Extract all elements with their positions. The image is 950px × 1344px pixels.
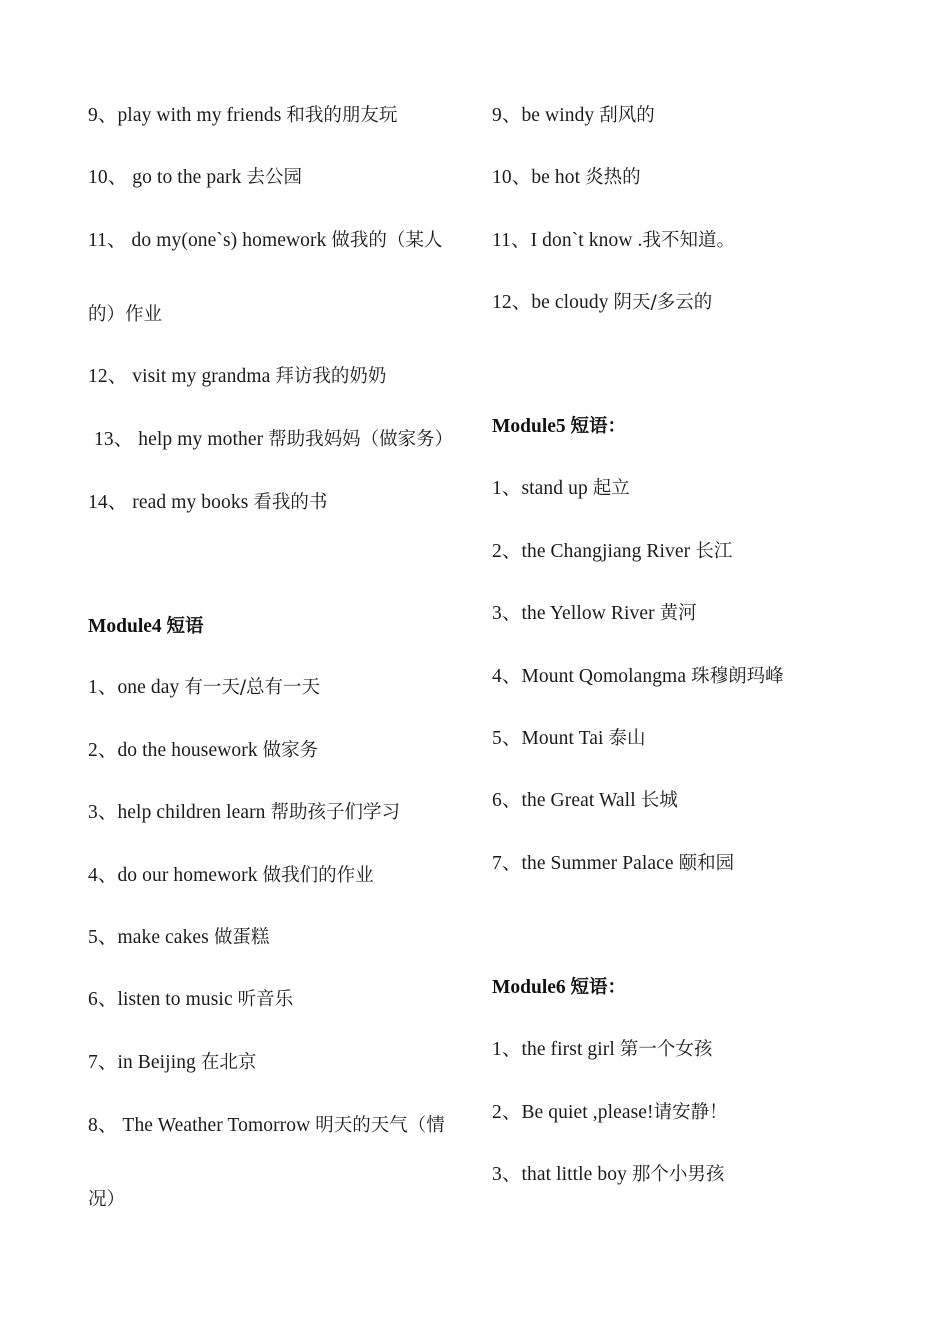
list-item bbox=[88, 367, 386, 387]
list-item bbox=[88, 231, 442, 251]
list-item bbox=[492, 1040, 712, 1060]
item-number: 7、 bbox=[492, 853, 522, 874]
list-item bbox=[88, 803, 400, 823]
list-item bbox=[492, 542, 732, 562]
item-chinese: 刮风的 bbox=[599, 105, 655, 126]
item-chinese: 颐和园 bbox=[678, 853, 735, 874]
item-english: go to the park bbox=[127, 167, 247, 188]
item-number: 9、 bbox=[492, 105, 522, 126]
item-chinese: 有一天/总有一天 bbox=[184, 677, 321, 698]
item-chinese: 做我的（某人 bbox=[331, 230, 443, 251]
item-number: 3、 bbox=[88, 802, 118, 823]
item-english: in Beijing bbox=[117, 1052, 201, 1073]
item-english: play with my friends bbox=[117, 105, 287, 126]
item-number: 3、 bbox=[492, 1164, 522, 1185]
item-english: Be quiet ,please! bbox=[521, 1102, 654, 1123]
list-item bbox=[492, 479, 630, 499]
item-chinese: 况） bbox=[88, 1189, 126, 1210]
module6-heading-english: Module6 bbox=[492, 977, 571, 998]
item-number: 2、 bbox=[88, 740, 118, 761]
item-number: 4、 bbox=[492, 666, 522, 687]
item-chinese: 珠穆朗玛峰 bbox=[691, 666, 784, 687]
item-english: the first girl bbox=[521, 1039, 620, 1060]
item-english: do our homework bbox=[117, 865, 263, 886]
list-item bbox=[492, 168, 641, 188]
item-chinese: 做家务 bbox=[262, 740, 319, 761]
item-number: 12、 bbox=[88, 366, 128, 387]
list-item bbox=[88, 741, 318, 761]
item-chinese: 我不知道。 bbox=[642, 230, 735, 251]
item-number: 1、 bbox=[88, 677, 118, 698]
list-item bbox=[88, 1053, 256, 1073]
item-chinese: 看我的书 bbox=[253, 492, 328, 513]
item-chinese: 在北京 bbox=[200, 1052, 257, 1073]
item-chinese: 去公园 bbox=[246, 167, 302, 188]
item-chinese: 泰山 bbox=[608, 728, 646, 749]
item-english: the Yellow River bbox=[521, 603, 660, 624]
item-chinese: 做我们的作业 bbox=[262, 865, 374, 886]
item-number: 9、 bbox=[88, 105, 118, 126]
module4-heading-english: Module4 bbox=[88, 616, 167, 637]
item-english: listen to music bbox=[117, 989, 238, 1010]
item-english: I don`t know . bbox=[530, 230, 643, 251]
item-number: 6、 bbox=[88, 989, 118, 1010]
item-number: 1、 bbox=[492, 1039, 522, 1060]
list-item bbox=[88, 493, 327, 513]
item-chinese: 做蛋糕 bbox=[213, 927, 270, 948]
list-item bbox=[88, 990, 293, 1010]
item-english: visit my grandma bbox=[127, 366, 276, 387]
item-chinese: 听音乐 bbox=[237, 989, 294, 1010]
item-chinese: 帮助我妈妈（做家务） bbox=[268, 429, 454, 450]
item-number: 11、 bbox=[88, 230, 127, 251]
module5-heading-english: Module5 bbox=[492, 416, 571, 437]
item-english: stand up bbox=[521, 478, 593, 499]
item-chinese: 明天的天气（情 bbox=[315, 1115, 445, 1136]
item-english: help children learn bbox=[117, 802, 271, 823]
item-chinese: 起立 bbox=[592, 478, 630, 499]
item-number: 4、 bbox=[88, 865, 118, 886]
item-english: be cloudy bbox=[531, 292, 614, 313]
item-english: one day bbox=[117, 677, 185, 698]
item-english: do the housework bbox=[117, 740, 263, 761]
list-item bbox=[492, 729, 646, 749]
item-number: 5、 bbox=[88, 927, 118, 948]
list-item bbox=[492, 1165, 724, 1185]
item-english: The Weather Tomorrow bbox=[117, 1115, 316, 1136]
item-number: 2、 bbox=[492, 1102, 522, 1123]
item-number: 3、 bbox=[492, 603, 522, 624]
module5-heading-chinese: 短语： bbox=[570, 416, 627, 437]
item-chinese: 那个小男孩 bbox=[631, 1164, 725, 1185]
item-number: 5、 bbox=[492, 728, 522, 749]
list-item bbox=[88, 678, 320, 698]
list-item bbox=[492, 854, 734, 874]
item-english: read my books bbox=[127, 492, 254, 513]
item-chinese: 的）作业 bbox=[88, 304, 163, 325]
item-english: the Great Wall bbox=[521, 790, 641, 811]
item-chinese: 和我的朋友玩 bbox=[286, 105, 398, 126]
module6-heading-chinese: 短语： bbox=[570, 977, 627, 998]
list-item bbox=[492, 1103, 728, 1123]
item-chinese: 请安静！ bbox=[653, 1102, 728, 1123]
item-english: be hot bbox=[531, 167, 586, 188]
item-number: 6、 bbox=[492, 790, 522, 811]
item-english: help my mother bbox=[133, 429, 269, 450]
item-number: 1、 bbox=[492, 478, 522, 499]
list-item bbox=[88, 106, 397, 126]
item-chinese: 长城 bbox=[640, 790, 678, 811]
list-item bbox=[492, 604, 697, 624]
item-chinese: 炎热的 bbox=[585, 167, 641, 188]
item-chinese: 第一个女孩 bbox=[619, 1039, 713, 1060]
item-chinese: 黄河 bbox=[659, 603, 697, 624]
item-english: the Changjiang River bbox=[521, 541, 696, 562]
list-item bbox=[492, 667, 784, 687]
item-chinese: 长江 bbox=[695, 541, 733, 562]
item-number: 14、 bbox=[88, 492, 128, 513]
item-chinese: 阴天/多云的 bbox=[613, 292, 713, 313]
item-number: 7、 bbox=[88, 1052, 118, 1073]
list-item bbox=[492, 293, 712, 313]
list-item bbox=[88, 928, 269, 948]
list-item bbox=[88, 168, 302, 188]
list-item bbox=[492, 791, 678, 811]
list-item bbox=[88, 430, 453, 450]
item-english: make cakes bbox=[117, 927, 214, 948]
list-item-wrapped-line bbox=[88, 1190, 125, 1210]
item-number: 13、 bbox=[94, 429, 134, 450]
list-item bbox=[88, 1116, 445, 1136]
module4-heading bbox=[88, 617, 204, 637]
list-item bbox=[492, 231, 735, 251]
item-number: 2、 bbox=[492, 541, 522, 562]
module6-heading bbox=[492, 978, 626, 998]
item-number: 10、 bbox=[88, 167, 128, 188]
item-english: the Summer Palace bbox=[521, 853, 679, 874]
item-english: do my(one`s) homework bbox=[126, 230, 332, 251]
module4-heading-chinese: 短语 bbox=[166, 616, 204, 637]
item-english: Mount Qomolangma bbox=[521, 666, 692, 687]
item-chinese: 帮助孩子们学习 bbox=[270, 802, 401, 823]
module5-heading bbox=[492, 417, 626, 437]
list-item bbox=[88, 866, 374, 886]
item-english: Mount Tai bbox=[521, 728, 609, 749]
item-number: 11、 bbox=[492, 230, 531, 251]
item-number: 8、 bbox=[88, 1115, 118, 1136]
list-item bbox=[492, 106, 655, 126]
item-english: be windy bbox=[521, 105, 600, 126]
item-number: 10、 bbox=[492, 167, 532, 188]
item-number: 12、 bbox=[492, 292, 532, 313]
list-item-wrapped-line bbox=[88, 305, 162, 325]
item-chinese: 拜访我的奶奶 bbox=[275, 366, 387, 387]
item-english: that little boy bbox=[521, 1164, 632, 1185]
